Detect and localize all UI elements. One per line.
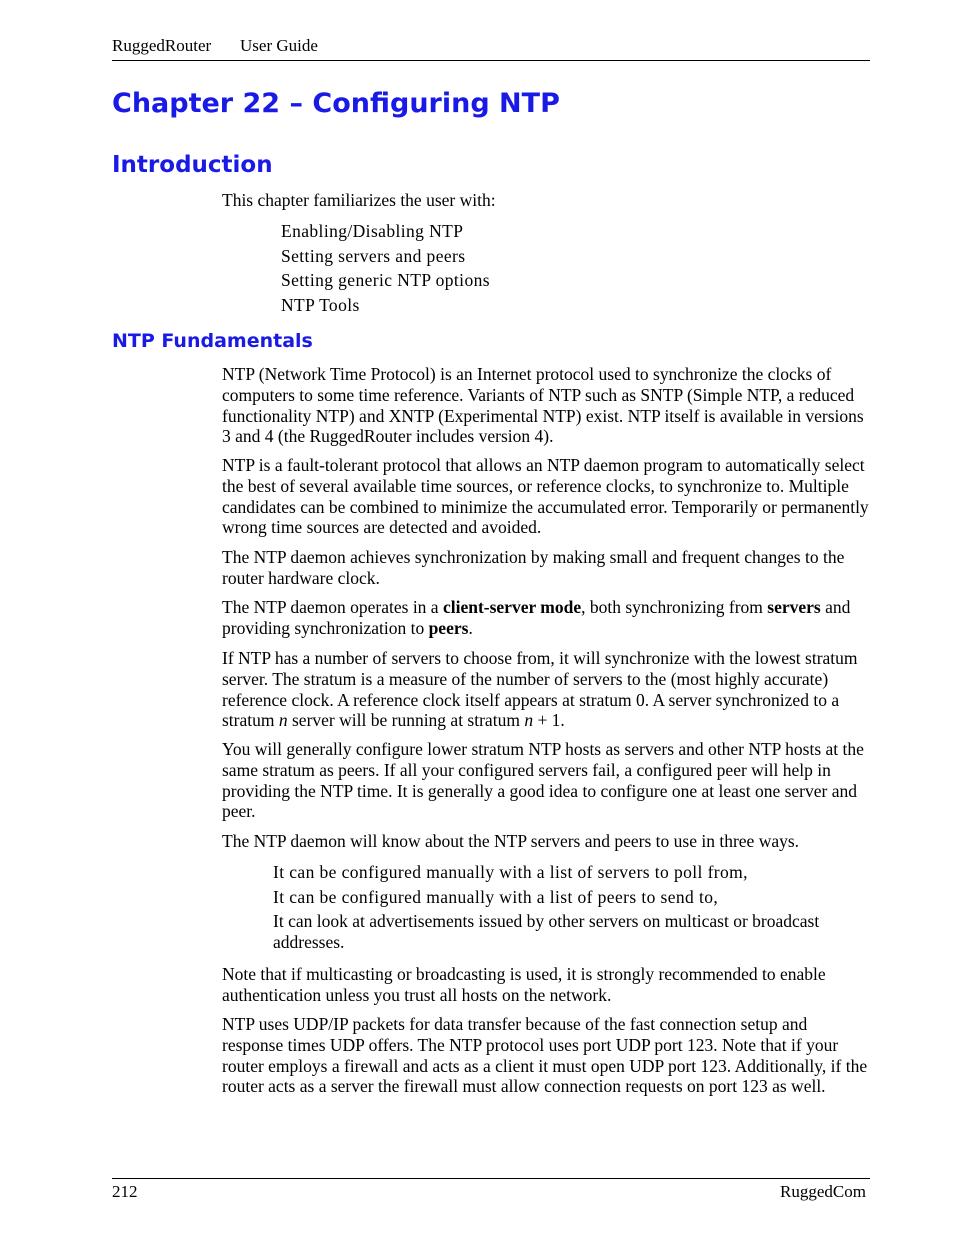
ways-list — [273, 862, 871, 953]
paragraph: The NTP daemon achieves synchronization by making small and frequent changes to the router hardware clock. — [222, 547, 845, 588]
italic-term: n — [278, 710, 288, 731]
introduction-heading: Introduction — [112, 152, 273, 178]
list-item: It can be configured manually with a list of servers to poll from, — [273, 862, 748, 882]
list-item: Setting generic NTP options — [281, 270, 490, 291]
paragraph: NTP (Network Time Protocol) is an Internet protocol used to synchronize the clocks of computers to some time reference. Variants of NTP such as SNTP (Simple NTP, a reduced functionality NTP) and XNTP (Experimental NTP) exist. NTP itself is available in versions 3 and 4 (the RuggedRouter includes version 4). — [222, 364, 864, 447]
paragraph: The NTP daemon will know about the NTP servers and peers to use in three ways. — [222, 831, 800, 851]
page-footer — [112, 1178, 870, 1205]
page-header — [112, 36, 870, 61]
text-run: server will be running at stratum — [287, 710, 525, 731]
italic-term: n — [524, 710, 534, 731]
paragraph-client-server — [222, 597, 872, 639]
header-product: RuggedRouter — [112, 36, 212, 55]
paragraph-stratum — [222, 648, 872, 731]
page-number: 212 — [112, 1182, 138, 1201]
list-item: Setting servers and peers — [281, 245, 466, 266]
list-item: Enabling/Disabling NTP — [281, 221, 464, 241]
paragraph: NTP uses UDP/IP packets for data transfer because of the fast connection setup and response times UDP offers. The NTP protocol uses port UDP port 123. Note that if your router employs a firewall and acts as a client it must open UDP port 123. Additionally, if the router acts as a server the firewall must allow connection requests on port 123 as well. — [222, 1014, 868, 1097]
footer-company: RuggedCom — [780, 1182, 866, 1201]
intro-lead: This chapter familiarizes the user with: — [222, 190, 496, 210]
paragraph: Note that if multicasting or broadcasting is used, it is strongly recommended to enable authentication unless you trust all hosts on the network. — [222, 964, 826, 1005]
text-run: , both synchronizing from — [581, 597, 768, 617]
text-run: + 1. — [533, 710, 565, 731]
text-run: If NTP has a number of servers to choose from, it will synchronize with the lowest stratum server. The stratum is a measure of the number of servers to the (most highly accurate) reference clock. A reference clock itself appears at stratum 0. A server synchronized to a stratum — [222, 648, 858, 731]
chapter-title: Chapter 22 – Configuring NTP — [112, 88, 560, 119]
text-run: The NTP daemon operates in a — [222, 597, 443, 617]
list-item: It can look at advertisements issued by other servers on multicast or broadcast addresses. — [273, 911, 820, 953]
bold-term: servers — [767, 597, 821, 617]
list-item: It can be configured manually with a list of peers to send to, — [273, 886, 719, 907]
list-item: NTP Tools — [281, 294, 360, 315]
fundamentals-heading: NTP Fundamentals — [112, 330, 313, 352]
header-doc-title: User Guide — [240, 36, 318, 55]
paragraph: NTP is a fault-tolerant protocol that allows an NTP daemon program to automatically select the best of several available time sources, or reference clocks, to synchronize to. Multiple candidates can be combined to minimize the accumulated error. Temporarily or permanently wrong time sources are detected and avoided. — [222, 455, 869, 538]
intro-list — [281, 221, 490, 319]
text-run: . — [468, 617, 473, 638]
text-run: and providing synchronization to — [222, 597, 851, 638]
bold-term: peers — [428, 617, 469, 638]
paragraph: You will generally configure lower stratum NTP hosts as servers and other NTP hosts at the same stratum as peers. If all your configured servers fail, a configured peer will help in providing the NTP time. It is generally a good idea to configure one at least one server and peer. — [222, 739, 864, 822]
bold-term: client-server mode — [442, 597, 582, 617]
